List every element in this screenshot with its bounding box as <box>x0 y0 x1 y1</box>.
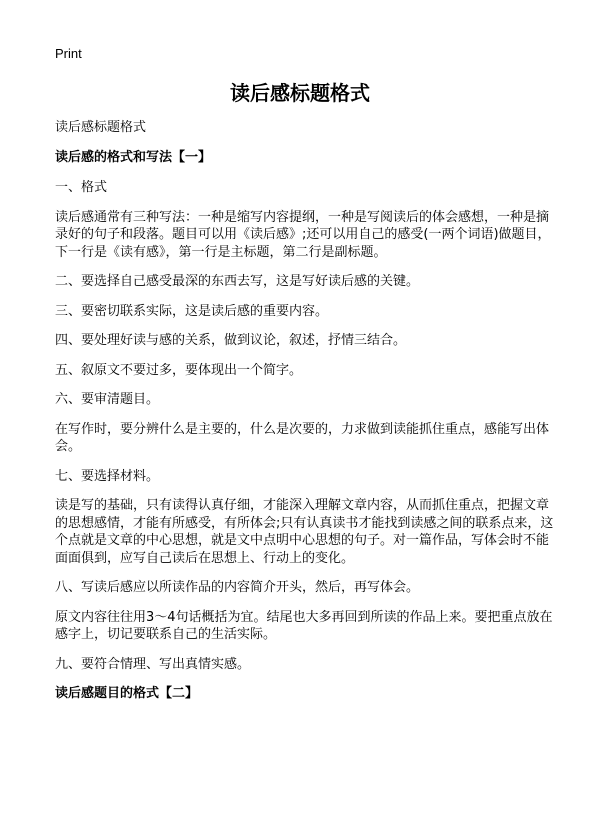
paragraph: 在写作时，要分辨什么是主要的，什么是次要的，力求做到读能抓住重点，感能写出体会。 <box>55 421 550 454</box>
paragraph: 七、要选择材料。 <box>55 468 160 484</box>
paragraph: 读后感通常有三种写法：一种是缩写内容提纲，一种是写阅读后的体会感想，一种是摘录好的句子和段落。题目可以用《读后感》;还可以用自己的感受(一两个词语)做题目，下一行是《读有感》，第一行是主标题，第二行是副标题。 <box>55 209 551 260</box>
print-link[interactable]: Print <box>55 46 82 61</box>
paragraph: 读后感标题格式 <box>55 120 147 135</box>
paragraph: 四、要处理好读与感的关系，做到议论，叙述，抒情三结合。 <box>55 333 407 348</box>
page-title: 读后感标题格式 <box>230 81 370 105</box>
paragraph: 九、要符合情理、写出真情实感。 <box>55 656 251 672</box>
paragraph: 三、要密切联系实际，这是读后感的重要内容。 <box>55 303 329 319</box>
paragraph: 读是写的基础，只有读得认真仔细，才能深入理解文章内容，从而抓住重点，把握文章的思想感情，才能有所感受，有所体会;只有认真读书才能找到读感之间的联系点来，这个点就是文章的中心思想，就是文中点明中心思想的句子。对一篇作品，写体会时不能面面俱到，应写自己读后在思想上、行动上的变化。 <box>55 498 554 566</box>
paragraph: 二、要选择自己感受最深的东西去写，这是写好读后感的关键。 <box>55 274 420 289</box>
section-heading: 读后感题目的格式【二】 <box>55 686 199 701</box>
paragraph: 原文内容往往用3～4句话概括为宜。结尾也大多再回到所读的作品上来。要把重点放在感字上，切记要联系自己的生活实际。 <box>55 609 553 642</box>
paragraph: 六、要审清题目。 <box>55 392 160 407</box>
paragraph: 一、格式 <box>55 180 108 195</box>
document-body <box>55 119 555 716</box>
paragraph: 八、写读后感应以所读作品的内容简介开头，然后，再写体会。 <box>55 580 420 595</box>
section-heading: 读后感的格式和写法【一】 <box>55 149 212 165</box>
paragraph: 五、叙原文不要过多，要体现出一个简字。 <box>55 362 303 378</box>
